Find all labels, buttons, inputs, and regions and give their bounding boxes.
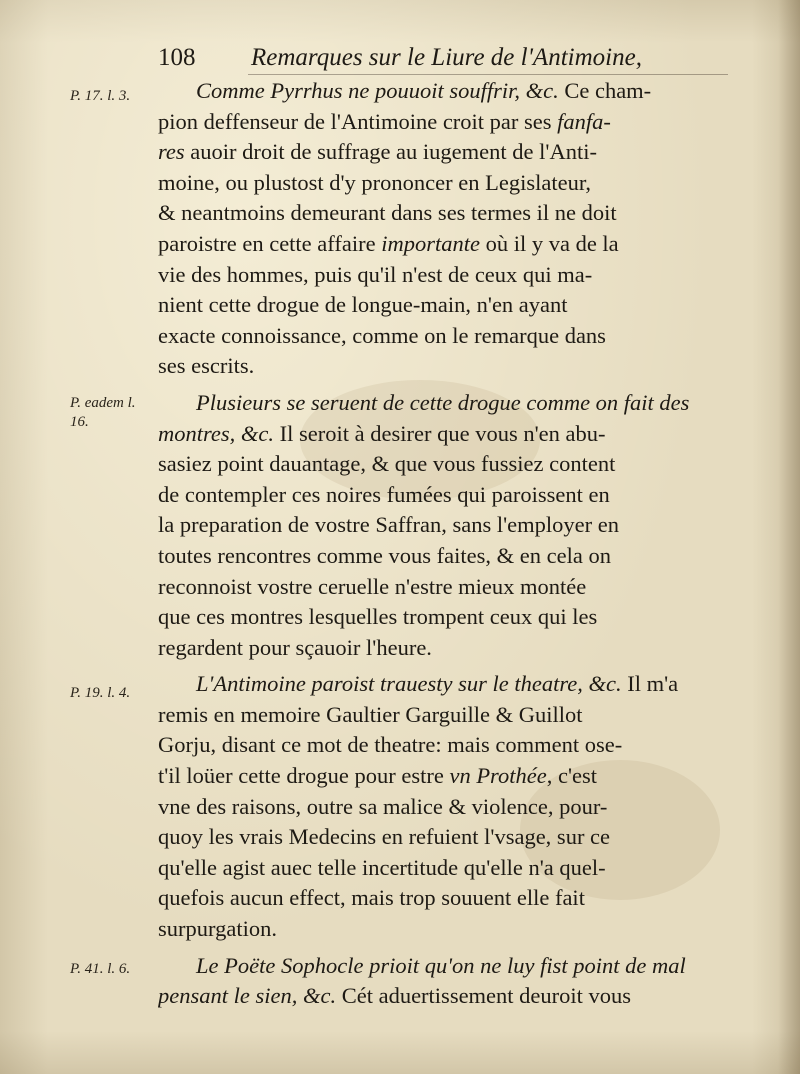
roman-span: vie des hommes, puis qu'il n'est de ceux qui ma- xyxy=(158,261,593,287)
roman-span: toutes rencontres comme vous faites, & en cela on xyxy=(158,542,611,568)
italic-span: L'Antimoine paroist trauesty sur le theatre, &c. xyxy=(196,671,622,697)
text-line xyxy=(158,633,718,664)
text-line xyxy=(158,76,718,107)
italic-span: pensant le sien, &c. xyxy=(158,983,337,1009)
text-line xyxy=(158,572,718,603)
roman-span: nient cette drogue de longue-main, n'en ayant xyxy=(158,292,568,318)
paragraph xyxy=(158,951,718,1012)
text-line xyxy=(158,198,718,229)
roman-span: Gorju, disant ce mot de theatre: mais comment ose- xyxy=(158,732,623,758)
text-line xyxy=(158,792,718,823)
roman-span: Cét aduertissement deuroit vous xyxy=(336,983,632,1009)
margin-note: P. eadem l. 16. xyxy=(70,395,136,430)
text-line xyxy=(158,290,718,321)
italic-span: Plusieurs se seruent de cette drogue comme on fait des xyxy=(196,389,690,415)
text-line xyxy=(158,541,718,572)
text-line xyxy=(158,602,718,633)
roman-span: où il y va de la xyxy=(479,230,619,256)
header-rule xyxy=(248,74,728,75)
text-line xyxy=(158,351,718,382)
text-line xyxy=(158,419,718,450)
italic-span: importante xyxy=(381,230,480,256)
text-line xyxy=(158,822,718,853)
paragraph xyxy=(158,76,718,382)
italic-span: vn Prothée xyxy=(449,763,547,789)
roman-span: pion deffenseur de l'Antimoine croit par ses xyxy=(158,108,558,134)
text-line xyxy=(158,700,718,731)
text-line xyxy=(158,951,718,982)
roman-span: quoy les vrais Medecins en refuient l'vsage, sur ce xyxy=(158,824,611,850)
roman-span: auoir droit de suffrage au iugement de l'Anti- xyxy=(184,139,597,165)
text-line xyxy=(158,730,718,761)
roman-span: exacte connoissance, comme on le remarque dans xyxy=(158,322,606,348)
roman-span: Il seroit à desirer que vous n'en abu- xyxy=(274,420,606,446)
roman-span: regardent pour sçauoir l'heure. xyxy=(158,634,432,660)
roman-span: remis en memoire Gaultier Garguille & Guillot xyxy=(158,701,583,727)
roman-span: sasiez point dauantage, & que vous fussiez content xyxy=(158,451,616,477)
page-header xyxy=(158,40,748,76)
text-line xyxy=(158,260,718,291)
italic-span: Le Poëte Sophocle prioit qu'on ne luy fist point de mal xyxy=(196,952,686,978)
roman-span: qu'elle agist auec telle incertitude qu'elle n'a quel- xyxy=(158,854,606,880)
page-edge-shadow xyxy=(778,0,800,1074)
text-line xyxy=(158,321,718,352)
body-text xyxy=(158,76,718,1012)
margin-note: P. 19. l. 4. xyxy=(70,685,131,701)
margin-note: P. 41. l. 6. xyxy=(70,961,131,977)
roman-span: Ce cham- xyxy=(558,78,652,103)
italic-span: Comme Pyrrhus ne pouuoit souffrir, &c. xyxy=(196,78,559,103)
italic-span: montres, &c. xyxy=(158,420,275,446)
text-line xyxy=(158,229,718,260)
roman-span: de contempler ces noires fumées qui paroissent en xyxy=(158,481,610,507)
roman-span: paroistre en cette affaire xyxy=(158,230,382,256)
italic-span: fanfa- xyxy=(557,108,611,134)
text-line xyxy=(158,669,718,700)
roman-span: que ces montres lesquelles trompent ceux qui les xyxy=(158,604,598,630)
roman-span: reconnoist vostre ceruelle n'estre mieux montée xyxy=(158,573,587,599)
roman-span: & neantmoins demeurant dans ses termes il ne doit xyxy=(158,200,617,226)
text-line xyxy=(158,449,718,480)
roman-span: t'il loüer cette drogue pour estre xyxy=(158,763,450,789)
roman-span: moine, ou plustost d'y prononcer en Legislateur, xyxy=(158,169,592,195)
text-line xyxy=(158,914,718,945)
text-line xyxy=(158,853,718,884)
italic-span: res xyxy=(158,139,185,165)
text-line xyxy=(158,168,718,199)
text-line xyxy=(158,981,718,1012)
roman-span: surpurgation. xyxy=(158,916,277,942)
paragraph xyxy=(158,669,718,944)
page-number: 108 xyxy=(158,44,196,71)
text-line xyxy=(158,388,718,419)
roman-span: vne des raisons, outre sa malice & violence, pour- xyxy=(158,793,608,819)
paragraph xyxy=(158,388,718,663)
text-line xyxy=(158,137,718,168)
roman-span: , c'est xyxy=(546,763,598,789)
roman-span: quefois aucun effect, mais trop souuent elle fait xyxy=(158,885,585,911)
roman-span: ses escrits. xyxy=(158,353,255,379)
running-title: Remarques sur le Liure de l'Antimoine, xyxy=(251,44,642,71)
text-line xyxy=(158,761,718,792)
text-line xyxy=(158,510,718,541)
roman-span: Il m'a xyxy=(621,671,679,697)
text-line xyxy=(158,480,718,511)
text-line xyxy=(158,883,718,914)
margin-note: P. 17. l. 3. xyxy=(70,88,131,104)
roman-span: la preparation de vostre Saffran, sans l'employer en xyxy=(158,512,619,538)
text-line xyxy=(158,107,718,138)
